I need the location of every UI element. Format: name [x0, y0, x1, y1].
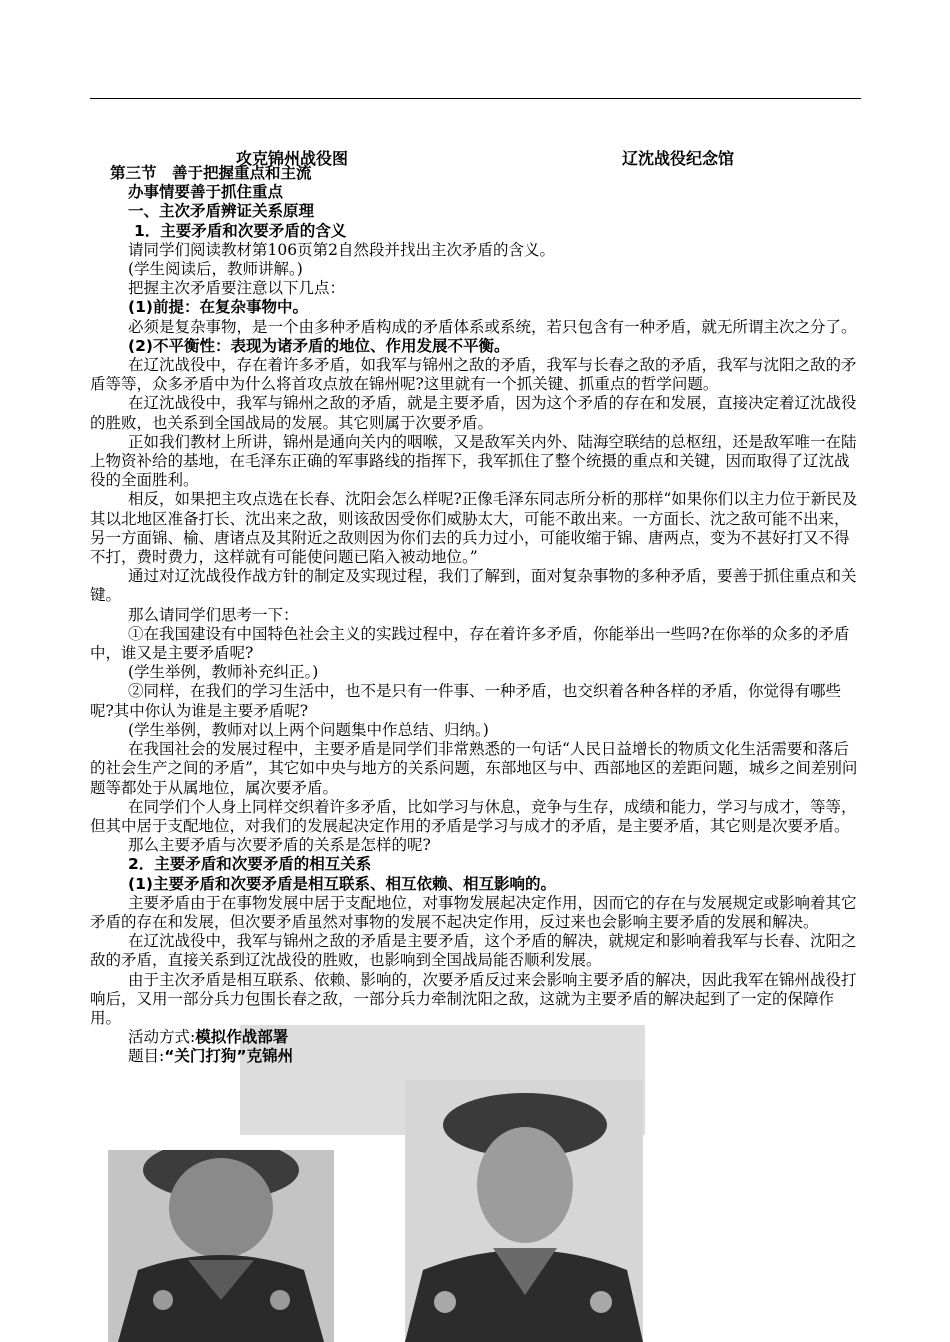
activity-line: [90, 1028, 861, 1047]
heading-principle: 一、主次矛盾辨证关系原理: [128, 202, 315, 221]
paragraph: 在我国社会的发展过程中，主要矛盾是同学们非常熟悉的一句话“人民日益增长的物质文化生活需要和落后的社会生产之间的矛盾”，其它如中央与地方的关系问题，东部地区与中、西部地区的差距问题，城乡之间差别问题等都处于从属地位，属次要矛盾。: [90, 740, 858, 797]
paragraph: 在辽沈战役中，我军与锦州之敌的矛盾，就是主要矛盾，因为这个矛盾的存在和发展，直接决定着辽沈战役的胜败，也关系到全国战局的发展。其它则属于次要矛盾。: [90, 394, 857, 432]
paragraph: 在同学们个人身上同样交织着许多矛盾，比如学习与休息，竞争与生存，成绩和能力，学习与成才，等等，但其中居于支配地位，对我们的发展起决定作用的矛盾是学习与成才的矛盾，是主要矛盾，其它则是次要矛盾。: [90, 797, 857, 835]
heading-relation: 2．主要矛盾和次要矛盾的相互关系: [128, 855, 372, 874]
activity-value: 模拟作战部署: [195, 1028, 289, 1047]
header-rule: [90, 98, 861, 99]
subsection-title: 办事情要善于抓住重点: [128, 183, 284, 202]
paragraph: 主要矛盾由于在事物发展中居于支配地位，对事物发展起决定作用，因而它的存在与发展规定或影响着其它矛盾的存在和发展，但次要矛盾虽然对事物的发展不起决定作用，反过来也会影响主要矛盾的发展和解决。: [90, 893, 857, 931]
paragraph: (学生举例，教师对以上两个问题集中作总结、归纳。): [128, 720, 489, 739]
section-title: 第三节 善于把握重点和主流: [110, 164, 312, 182]
topic-label: 题目:: [128, 1047, 165, 1066]
activity-label: 活动方式:: [128, 1028, 196, 1047]
caption-left: 攻克锦州战役图: [236, 149, 349, 168]
paragraph: 请同学们阅读教材第106页第2自然段并找出主次矛盾的含义。: [128, 240, 555, 259]
heading-definition: 1．主要矛盾和次要矛盾的含义: [134, 221, 347, 240]
paragraph: 通过对辽沈战役作战方针的制定及实现过程，我们了解到，面对复杂事物的多种矛盾，要善于抓住重点和关键。: [90, 567, 857, 605]
paragraph: ①在我国建设有中国特色社会主义的实践过程中，存在着许多矛盾，你能举出一些吗?在你举的众多的矛盾中，谁又是主要矛盾呢?: [90, 624, 850, 663]
paragraph: 在辽沈战役中，存在着许多矛盾，如我军与锦州之敌的矛盾，我军与长春之敌的矛盾，我军与沈阳之敌的矛盾等等，众多矛盾中为什么将首攻点放在锦州呢?这里就有一个抓关键、抓重点的哲学问题。: [90, 356, 857, 394]
paragraph: (学生举例，教师补充纠正。): [128, 663, 319, 682]
portrait-photo-right: [405, 1080, 643, 1342]
paragraph: 由于主次矛盾是相互联系、依赖、影响的，次要矛盾反过来会影响主要矛盾的解决，因此我军在锦州战役打响后，又用一部分兵力包围长春之敌，一部分兵力牵制沈阳之敌，这就为主要矛盾的解决起到了一定的保障作用。: [90, 970, 857, 1027]
portrait-photo-left: [108, 1150, 334, 1342]
paragraph: ②同样，在我们的学习生活中，也不是只有一件事、一种矛盾，也交织着各种各样的矛盾，你觉得有哪些呢?其中你认为谁是主要矛盾呢?: [90, 682, 842, 720]
topic-line: [90, 1047, 861, 1066]
point-heading: (1)主要矛盾和次要矛盾是相互联系、相互依赖、相互影响的。: [128, 874, 556, 893]
paragraph: 那么主要矛盾与次要矛盾的关系是怎样的呢?: [128, 836, 431, 855]
point-heading: (1)前提：在复杂事物中。: [128, 298, 308, 317]
paragraph: 在辽沈战役中，我军与锦州之敌的矛盾是主要矛盾，这个矛盾的解决，就规定和影响着我军与长春、沈阳之敌的矛盾，直接关系到辽沈战役的胜败，也影响到全国战局能否顺利发展。: [90, 932, 857, 970]
paragraph: 必须是复杂事物，是一个由多种矛盾构成的矛盾体系或系统，若只包含有一种矛盾，就无所谓主次之分了。: [128, 317, 857, 336]
paragraph: 相反，如果把主攻点选在长春、沈阳会怎么样呢?正像毛泽东同志所分析的那样“如果你们以主力位于新民及其以北地区准备打长、沈出来之敌，则该敌因受你们威胁太大，可能不敢出来。一方面长、沈之敌可能不出来，另一方面锦、榆、唐诸点及其附近之敌则因为你们去的兵力过小，可能收缩于锦、唐两点，变为不甚好打又不得不打，费时费力，这样就有可能使问题已陷入被动地位。”: [90, 490, 858, 567]
point-heading: (2)不平衡性：表现为诸矛盾的地位、作用发展不平衡。: [128, 336, 510, 355]
paragraph: 那么请同学们思考一下：: [128, 605, 299, 624]
paragraph: (学生阅读后，教师讲解。): [128, 260, 303, 279]
document-body: [90, 164, 861, 1067]
topic-value: “关门打狗”克锦州: [164, 1047, 294, 1066]
caption-right: 辽沈战役纪念馆: [622, 149, 735, 168]
paragraph: 正如我们教材上所讲，锦州是通向关内的咽喉，又是敌军关内外、陆海空联结的总枢纽，还是敌军唯一在陆上物资补给的基地，在毛泽东正确的军事路线的指挥下，我军抓住了整个统摄的重点和关键，因而取得了辽沈战役的全面胜利。: [90, 432, 857, 490]
paragraph: 把握主次矛盾要注意以下几点：: [128, 279, 346, 298]
